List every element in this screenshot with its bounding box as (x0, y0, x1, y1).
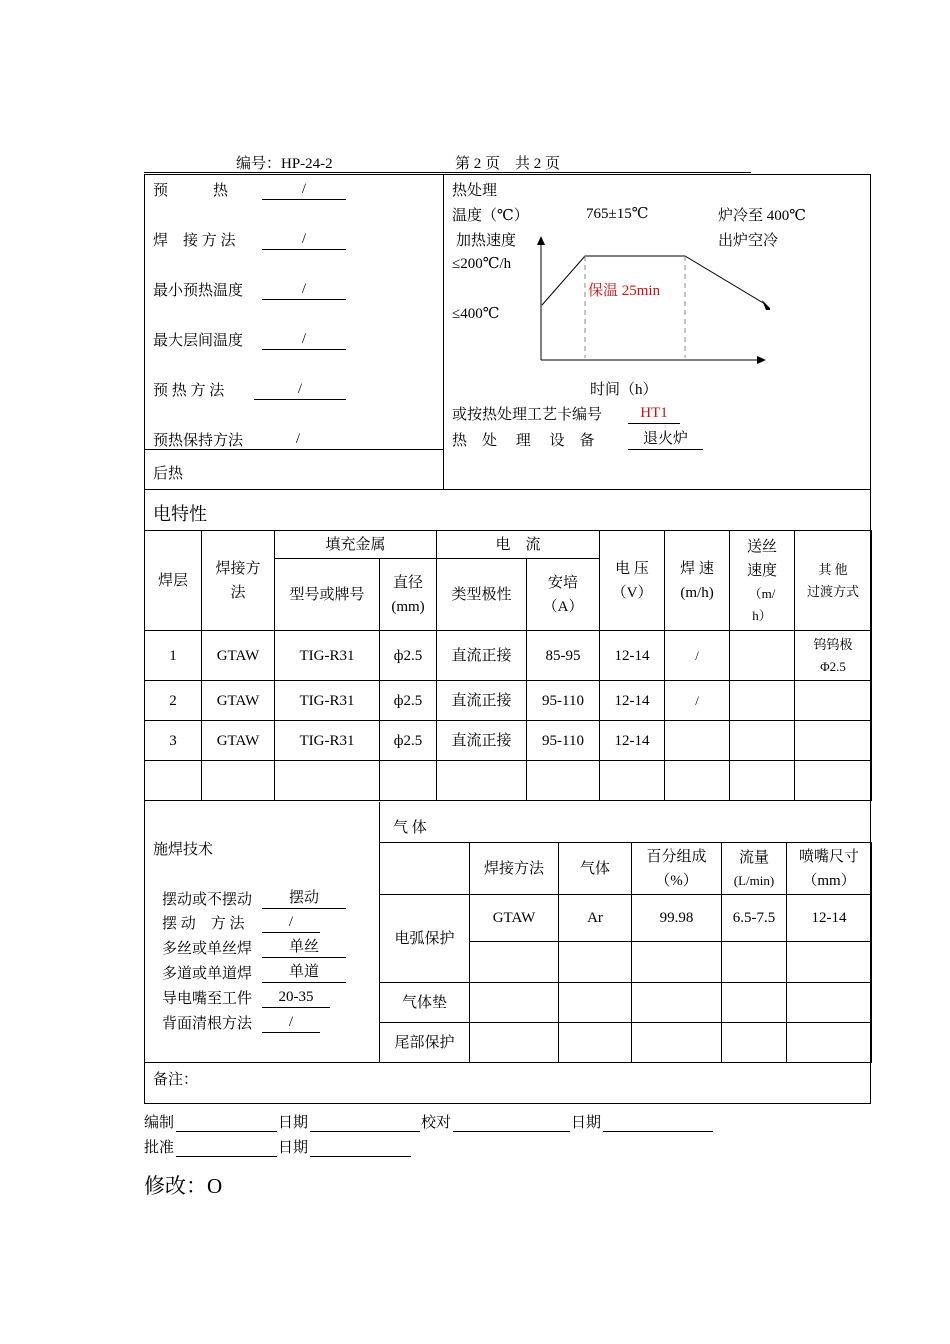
gas-header-percent-2: （%） (655, 872, 698, 889)
table-row (380, 895, 872, 942)
gas-cell-method: GTAW (470, 895, 559, 942)
swing-method-label: 摆 动 方 法 (162, 916, 245, 932)
section-divider (144, 489, 871, 490)
process-card-value: HT1 (628, 404, 680, 424)
cell-wire-speed (730, 631, 795, 681)
cell-amperage: 85-95 (527, 631, 600, 681)
empty-cell (787, 983, 872, 1023)
header-filler-metal: 填充金属 (275, 531, 437, 559)
remarks-label: 备注： (153, 1072, 199, 1088)
header-wire-speed (730, 531, 795, 631)
backing-gas-label: 气体垫 (380, 983, 470, 1023)
header-welding-method-text: 焊接方法 (215, 560, 261, 601)
header-diameter-text: 直径(mm) (391, 574, 425, 615)
header-wire-speed-2: 速度 (747, 562, 778, 579)
approved-field (176, 1137, 277, 1157)
cell-method: GTAW (202, 631, 275, 681)
header-voltage (600, 531, 665, 631)
revision-label: 修改：O (144, 1174, 223, 1198)
empty-cell (527, 761, 600, 801)
top-vertical-divider (443, 174, 444, 490)
swing-label: 摆动或不摆动 (162, 892, 253, 908)
header-other (795, 531, 872, 631)
empty-cell (470, 942, 559, 983)
header-other-1: 其 他 (818, 561, 848, 577)
max-interpass-label: 最大层间温度 (153, 333, 244, 349)
header-diameter (380, 559, 437, 631)
date-label-2: 日期 (571, 1115, 602, 1131)
cell-layer: 2 (145, 681, 202, 721)
cell-wire-speed (730, 681, 795, 721)
gas-header-nozzle-2: （mm） (802, 872, 856, 889)
gas-header-flow-2: (L/min) (733, 872, 775, 888)
date-field-3 (310, 1137, 411, 1157)
empty-cell (722, 983, 787, 1023)
gas-title: 气 体 (393, 820, 427, 836)
cell-model: TIG-R31 (275, 631, 380, 681)
header-amperage-2: （A） (542, 598, 584, 615)
gas-cell-gas: Ar (559, 895, 632, 942)
empty-cell (665, 761, 730, 801)
cell-polarity: 直流正接 (437, 631, 527, 681)
header-polarity: 类型极性 (437, 559, 527, 631)
gas-cell-flow: 6.5-7.5 (722, 895, 787, 942)
date-field-1 (310, 1112, 420, 1132)
hold-method-value: / (254, 430, 342, 450)
cell-model: TIG-R31 (275, 721, 380, 761)
tip-distance-value: 20-35 (262, 988, 330, 1008)
preheat-value: / (262, 180, 346, 200)
page-number: 第 2 页 共 2 页 (455, 156, 561, 172)
gas-cell-nozzle: 12-14 (787, 895, 872, 942)
empty-cell (380, 761, 437, 801)
swing-value: 摆动 (262, 889, 346, 909)
prepared-field (176, 1112, 277, 1132)
header-speed (665, 531, 730, 631)
gas-cell-percent: 99.98 (632, 895, 722, 942)
table-row (145, 761, 872, 801)
cell-amperage: 95-110 (527, 681, 600, 721)
empty-cell (559, 942, 632, 983)
date-label-3: 日期 (278, 1140, 309, 1156)
welding-method-label: 焊 接 方 法 (153, 233, 236, 249)
hold-method-label: 预热保持方法 (153, 433, 244, 449)
back-gouging-value: / (262, 1013, 320, 1033)
header-rule (144, 172, 751, 173)
air-cool-text: 出炉空冷 (718, 233, 779, 249)
header-amperage-1: 安培 (548, 574, 579, 591)
gas-header-nozzle-1: 喷嘴尺寸 (798, 848, 859, 865)
min-preheat-label: 最小预热温度 (153, 283, 244, 299)
heating-rate-label: 加热速度 (456, 233, 517, 249)
table-row (380, 983, 872, 1023)
gas-header-percent-1: 百分组成 (646, 848, 707, 865)
header-amperage (527, 559, 600, 631)
empty-cell (275, 761, 380, 801)
empty-cell (787, 1023, 872, 1063)
cell-other-2: Φ2.5 (820, 658, 846, 674)
document-code: 编号：HP-24-2 (236, 156, 333, 172)
header-wire-speed-4: h） (752, 607, 772, 623)
cell-speed: / (665, 681, 730, 721)
heating-rate-value: ≤200℃/h (452, 256, 512, 272)
pass-mode-label: 多道或单道焊 (162, 966, 253, 982)
gas-table (379, 842, 872, 1063)
empty-cell (437, 761, 527, 801)
gas-header-method: 焊接方法 (470, 843, 559, 895)
cell-model: TIG-R31 (275, 681, 380, 721)
checked-field (453, 1112, 570, 1132)
empty-cell (559, 1023, 632, 1063)
cell-other (795, 631, 872, 681)
empty-cell (470, 983, 559, 1023)
prepared-label: 编制 (144, 1115, 175, 1131)
date-label-1: 日期 (278, 1115, 309, 1131)
cell-amperage: 95-110 (527, 721, 600, 761)
time-axis-label: 时间（h） (590, 382, 658, 398)
technique-title: 施焊技术 (153, 842, 214, 858)
gas-header-gas: 气体 (559, 843, 632, 895)
cell-method: GTAW (202, 721, 275, 761)
electrical-section-title: 电特性 (153, 504, 207, 524)
x-axis-arrow (757, 356, 766, 364)
empty-cell (559, 983, 632, 1023)
back-gouging-label: 背面清根方法 (162, 1016, 253, 1032)
preheat-label: 预 热 (153, 183, 229, 199)
cell-diameter: ф2.5 (380, 721, 437, 761)
wire-mode-value: 单丝 (262, 938, 346, 958)
min-preheat-value: / (262, 280, 346, 300)
heat-treatment-curve (530, 228, 770, 368)
electrical-table (144, 530, 872, 801)
gas-header-flow (722, 843, 787, 895)
empty-cell (145, 761, 202, 801)
tip-distance-label: 导电嘴至工件 (162, 991, 253, 1007)
arc-shield-label: 电弧保护 (380, 895, 470, 983)
cell-diameter: ф2.5 (380, 631, 437, 681)
gas-header-percent (632, 843, 722, 895)
empty-cell (632, 942, 722, 983)
empty-cell (722, 942, 787, 983)
preheat-method-value: / (254, 380, 346, 400)
cell-polarity: 直流正接 (437, 721, 527, 761)
empty-cell (730, 761, 795, 801)
post-heat-label: 后热 (153, 466, 184, 482)
cell-other-1: 钨钨极 (813, 636, 853, 652)
header-current: 电 流 (437, 531, 600, 559)
cell-diameter: ф2.5 (380, 681, 437, 721)
empty-cell (632, 983, 722, 1023)
header-filler-model: 型号或牌号 (275, 559, 380, 631)
cell-other (795, 721, 872, 761)
cell-speed (665, 721, 730, 761)
header-speed-text: 焊 速(m/h) (680, 560, 714, 601)
cell-polarity: 直流正接 (437, 681, 527, 721)
furnace-cool-text: 炉冷至 400℃ (718, 208, 807, 224)
table-row (145, 681, 872, 721)
cell-voltage: 12-14 (600, 631, 665, 681)
approved-label: 批准 (144, 1140, 175, 1156)
temperature-value: 765±15℃ (586, 206, 649, 222)
pass-mode-value: 单道 (262, 963, 346, 983)
preheat-method-label: 预 热 方 法 (153, 383, 225, 399)
empty-cell (795, 761, 872, 801)
table-row (145, 721, 872, 761)
hold-time-text: 保温 25min (588, 283, 661, 299)
cell-wire-speed (730, 721, 795, 761)
equipment-value: 退火炉 (628, 430, 703, 450)
cooling-arrow (762, 300, 770, 310)
header-voltage-text: 电 压（V） (611, 560, 653, 601)
equipment-label: 热 处 理 设 备 (452, 433, 595, 449)
empty-cell (470, 1023, 559, 1063)
table-row (380, 1023, 872, 1063)
temperature-label: 温度（℃） (452, 208, 529, 224)
heat-treatment-title: 热处理 (452, 183, 498, 199)
header-welding-method (202, 531, 275, 631)
wire-mode-label: 多丝或单丝焊 (162, 941, 253, 957)
remarks-divider (144, 1062, 871, 1063)
gas-header-blank (380, 843, 470, 895)
cooling-rate-value: ≤400℃ (452, 306, 500, 322)
header-other-2: 过渡方式 (807, 583, 860, 599)
empty-cell (202, 761, 275, 801)
header-wire-speed-3: （m/ (748, 585, 776, 601)
header-wire-speed-1: 送丝 (747, 538, 778, 555)
gas-header-nozzle (787, 843, 872, 895)
cell-voltage: 12-14 (600, 681, 665, 721)
trailing-gas-label: 尾部保护 (380, 1023, 470, 1063)
empty-cell (600, 761, 665, 801)
cell-method: GTAW (202, 681, 275, 721)
swing-method-value: / (262, 913, 320, 933)
y-axis-arrow (537, 236, 545, 245)
cell-layer: 1 (145, 631, 202, 681)
max-interpass-value: / (262, 330, 346, 350)
process-card-label: 或按热处理工艺卡编号 (452, 407, 603, 423)
welding-method-value: / (262, 230, 346, 250)
gas-header-flow-1: 流量 (738, 849, 769, 866)
table-row (145, 631, 872, 681)
header-layer: 焊层 (145, 531, 202, 631)
empty-cell (632, 1023, 722, 1063)
cell-layer: 3 (145, 721, 202, 761)
cell-voltage: 12-14 (600, 721, 665, 761)
cell-other (795, 681, 872, 721)
cell-speed: / (665, 631, 730, 681)
checked-label: 校对 (421, 1115, 452, 1131)
temperature-profile (542, 256, 765, 305)
date-field-2 (603, 1112, 713, 1132)
empty-cell (722, 1023, 787, 1063)
empty-cell (787, 942, 872, 983)
